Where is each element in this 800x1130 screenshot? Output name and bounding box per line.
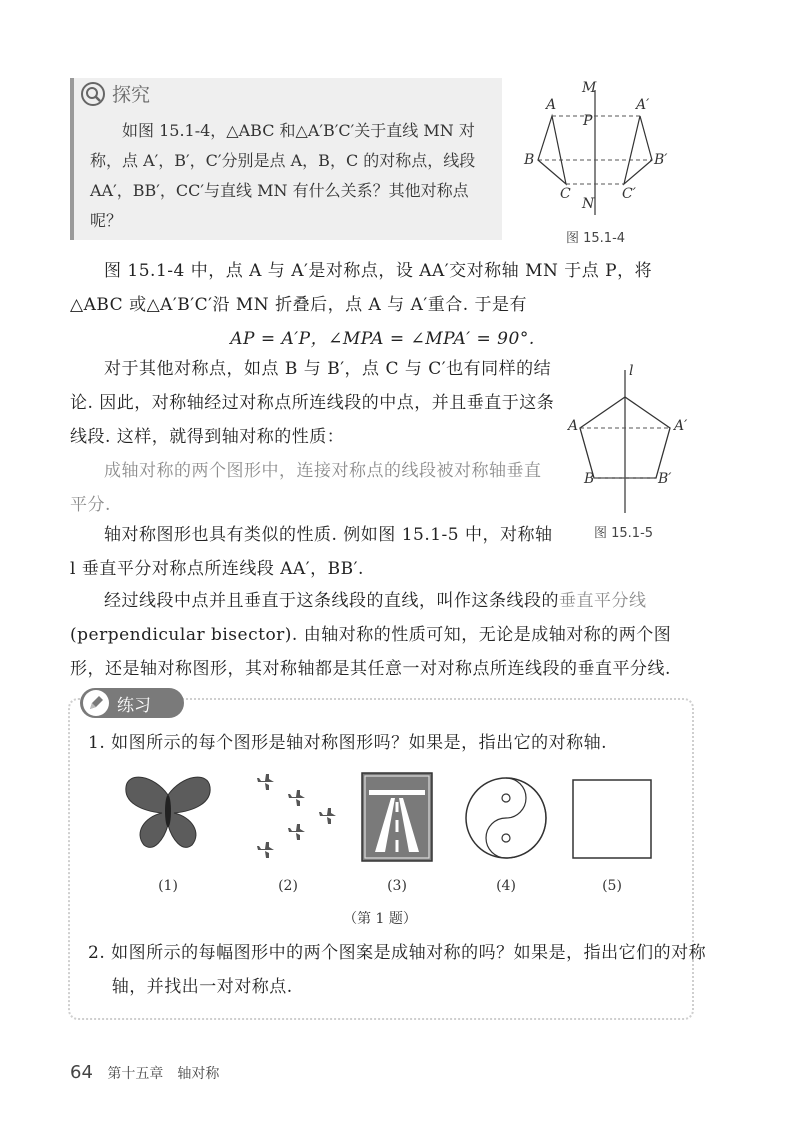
paragraph-3: 轴对称图形也具有类似的性质. 例如图 15.1-5 中，对称轴 l 垂直平分对称点所连线段 AA′，BB′. [70,525,553,579]
exercise-pencil-icon [83,690,109,716]
figure-15-1-4-caption: 图 15.1-4 [566,231,626,246]
triangle-abc [538,116,566,184]
explore-text: 如图 15.1-4，△ABC 和△A′B′C′关于直线 MN 对称，点 A′，B′，C′分别是点 A，B，C 的对称点，线段 AA′，BB′，CC′与直线 MN 有什么关系？其他对称点呢？ [90,121,476,230]
equation: AP = A′P，∠MPA = ∠MPA′ = 90°. [230,329,535,349]
figure-15-1-5 [565,365,695,515]
figure-label-1: (1) [158,878,178,894]
label-a-prime-2: A′ [674,418,688,434]
label-b-2: B [584,471,595,487]
label-a-2: A [568,418,579,434]
label-a: A [546,97,557,113]
explore-magnifier-icon [80,81,106,107]
label-b: B [524,152,535,168]
label-a-prime: A′ [636,97,650,113]
chapter-title: 第十五章 轴对称 [107,1066,220,1082]
figure-label-4: (4) [496,878,516,894]
paragraph-4 [70,584,695,686]
figure-label-3: (3) [387,878,407,894]
paragraph-1: 图 15.1-4 中，点 A 与 A′是对称点，设 AA′交对称轴 MN 于点 P，将△ABC 或△A′B′C′沿 MN 折叠后，点 A 与 A′重合. 于是有 [70,261,653,315]
label-b-prime: B′ [654,152,668,168]
figure-label-2: (2) [278,878,298,894]
paragraph-4-after: (perpendicular bisector). 由轴对称的性质可知，无论是成轴对称的两个图形，还是轴对称图形，其对称轴都是其任意一对对称点所连线段的垂直平分线. [70,625,672,679]
label-p: P [583,113,593,129]
label-l: l [629,363,634,379]
exercise-title: 练习 [117,695,151,716]
term-perpendicular-bisector: 垂直平分线 [559,591,647,611]
page-footer [70,1062,219,1083]
label-n: N [582,196,595,212]
figure-15-1-4 [520,80,680,220]
paragraph-2: 对于其他对称点，如点 B 与 B′，点 C 与 C′也有同样的结论. 因此，对称轴经过对称点所连线段的中点，并且垂直于这条线段. 这样，就得到轴对称的性质： [70,359,555,447]
triangle-abc-prime [624,116,652,184]
figure-1-butterfly [124,773,212,853]
property-statement: 成轴对称的两个图形中，连接对称点的线段被对称轴垂直平分. [70,461,542,515]
figure-label-5: (5) [602,878,622,894]
label-b-prime-2: B′ [658,471,672,487]
figure-15-1-5-caption: 图 15.1-5 [594,526,654,541]
figure-4-yin-yang [464,776,548,860]
figure-2-airplanes [252,770,344,862]
figure-3-highway-sign [361,772,433,862]
paragraph-4-before: 经过线段中点并且垂直于这条线段的直线，叫作这条线段的 [104,591,559,611]
label-c-prime: C′ [622,186,636,202]
explore-title: 探究 [112,84,151,106]
exercise-figure-caption: （第 1 题） [343,911,417,927]
explore-header [80,80,150,107]
exercise-tag [80,688,184,718]
page-number: 64 [70,1062,93,1083]
figure-5-square [572,779,652,859]
exercise-q2: 2. 如图所示的每幅图形中的两个图案是成轴对称的吗？如果是，指出它们的对称轴，并找出一对对称点. [88,943,707,997]
label-c: C [560,186,571,202]
label-m: M [582,80,597,96]
exercise-q1: 1. 如图所示的每个图形是轴对称图形吗？如果是，指出它的对称轴. [88,733,608,753]
